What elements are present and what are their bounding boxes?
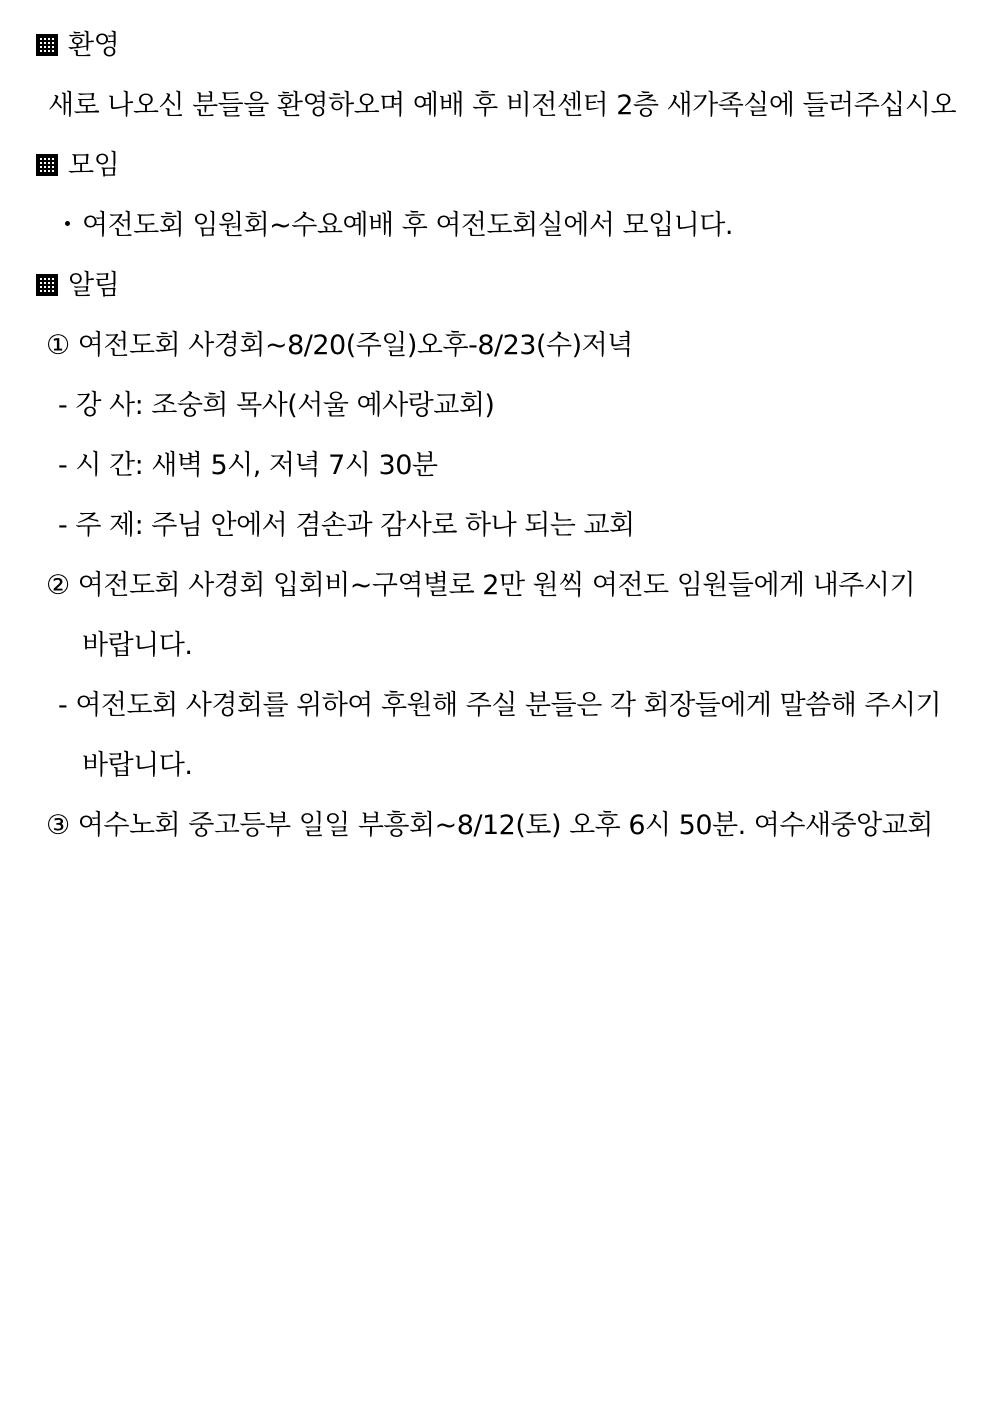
bullet-dot: ・: [54, 210, 81, 241]
section-title: 환영: [68, 30, 120, 61]
section-heading-meeting: [36, 146, 119, 186]
square-marker-icon: [36, 274, 58, 296]
section-title: 알림: [68, 270, 120, 301]
section-heading-welcome: [36, 26, 119, 66]
notice-line-9: ③ 여수노회 중고등부 일일 부흥회~8/12(토) 오후 6시 50분. 여수새중앙교회: [46, 810, 933, 841]
notice-line-7: - 여전도회 사경회를 위하여 후원해 주실 분들은 각 회장들에게 말씀해 주시기: [58, 690, 942, 721]
notice-line-5: ② 여전도회 사경회 입회비~구역별로 2만 원씩 여전도 임원들에게 내주시기: [46, 570, 916, 601]
notice-line-3: - 시 간: 새벽 5시, 저녁 7시 30분: [58, 450, 438, 481]
notice-line-4: - 주 제: 주님 안에서 겸손과 감사로 하나 되는 교회: [58, 510, 635, 541]
meeting-item-text: 여전도회 임원회~수요예배 후 여전도회실에서 모입니다.: [82, 210, 733, 241]
section-title: 모임: [68, 150, 120, 181]
welcome-text: 새로 나오신 분들을 환영하오며 예배 후 비전센터 2층 새가족실에 들러주십시오: [48, 90, 957, 121]
notice-line-1: ① 여전도회 사경회~8/20(주일)오후-8/23(수)저녁: [46, 330, 633, 361]
notice-line-6: 바랍니다.: [82, 630, 193, 661]
notice-line-2: - 강 사: 조숭희 목사(서울 예사랑교회): [58, 390, 495, 421]
meeting-item: [54, 206, 733, 246]
notice-line-8: 바랍니다.: [82, 750, 193, 781]
square-marker-icon: [36, 154, 58, 176]
square-marker-icon: [36, 34, 58, 56]
section-heading-notice: [36, 266, 119, 306]
